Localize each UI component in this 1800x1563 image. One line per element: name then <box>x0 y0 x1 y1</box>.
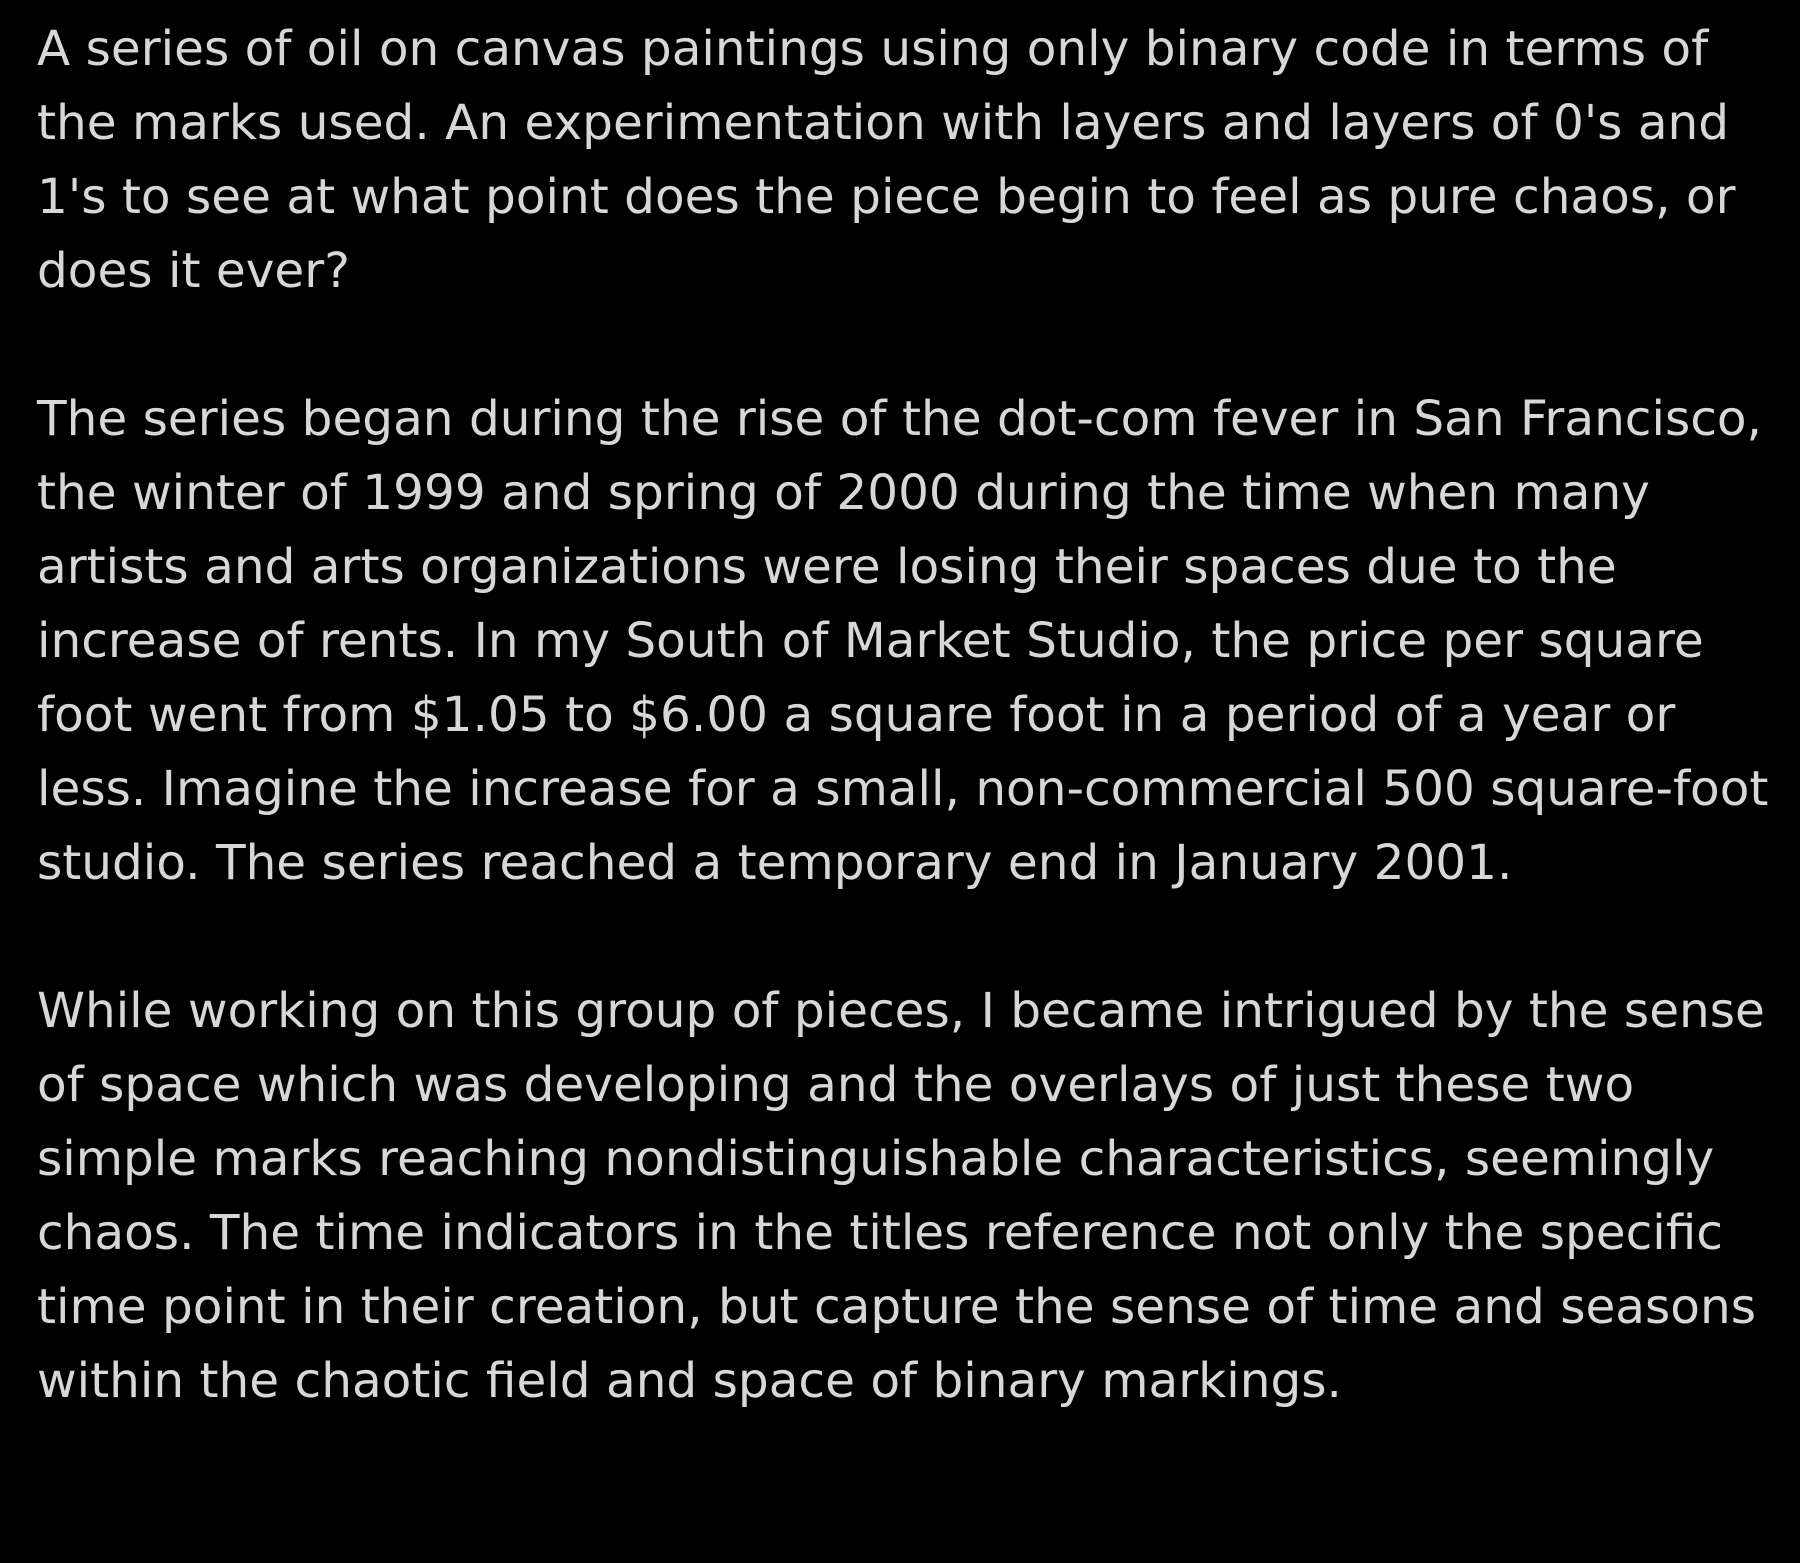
paragraph-space-and-time: While working on this group of pieces, I became intrigued by the sense of space which was developing and the overlays of just these two simple marks reaching nondistinguishable characteristics, seemingly chaos. The time indicators in the titles reference not only the specific time point in their creation, but capture the sense of time and seasons within the chaotic field and space of binary markings. <box>37 983 1765 1409</box>
statement-text <box>37 12 1777 1418</box>
paragraph-dotcom-history: The series began during the rise of the dot-com fever in San Francisco, the winter of 1999 and spring of 2000 during the time when many artists and arts organizations were losing their spaces due to the increase of rents. In my South of Market Studio, the price per square foot went from $1.05 to $6.00 a square foot in a period of a year or less. Imagine the increase for a small, non-commercial 500 square-foot studio. The series reached a temporary end in January 2001. <box>37 391 1769 891</box>
paragraph-binary-series: A series of oil on canvas paintings using only binary code in terms of the marks used. An experimentation with layers and layers of 0's and 1's to see at what point does the piece begin to feel as pure chaos, or does it ever? <box>37 21 1736 299</box>
